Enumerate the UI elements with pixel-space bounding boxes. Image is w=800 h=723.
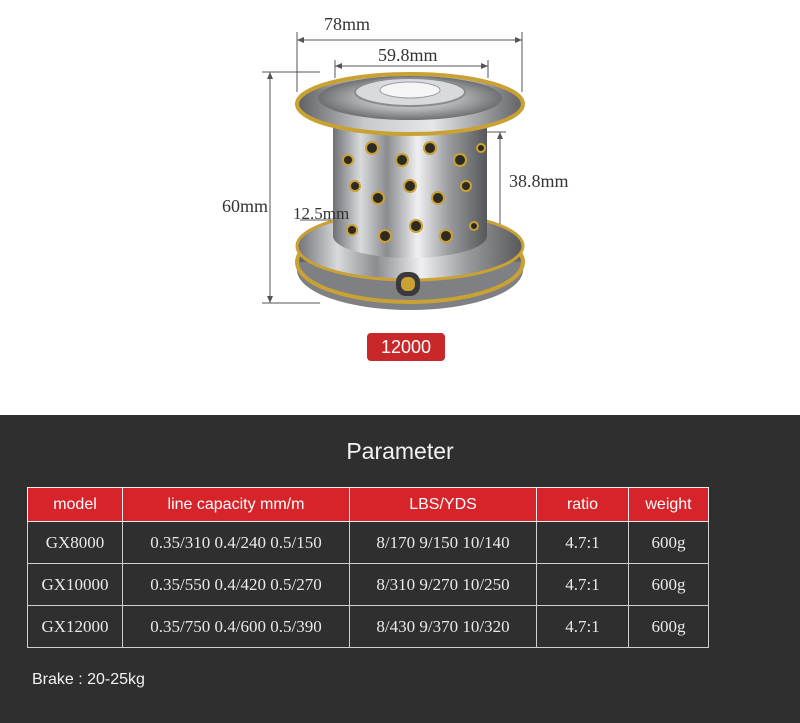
table-row bbox=[28, 522, 709, 564]
body-height-label: 38.8mm bbox=[509, 171, 569, 191]
header-weight: weight bbox=[629, 488, 709, 522]
top-width-label: 78mm bbox=[324, 14, 371, 34]
cell-lbs-yds: 8/170 9/150 10/140 bbox=[350, 522, 537, 564]
inner-width-label: 59.8mm bbox=[378, 45, 438, 65]
cell-ratio: 4.7:1 bbox=[537, 606, 629, 648]
hole-size-label: 12.5mm bbox=[293, 204, 350, 223]
cell-model: GX12000 bbox=[28, 606, 123, 648]
header-model: model bbox=[28, 488, 123, 522]
header-lbs-yds: LBS/YDS bbox=[350, 488, 537, 522]
cell-weight: 600g bbox=[629, 606, 709, 648]
cell-weight: 600g bbox=[629, 564, 709, 606]
table-row bbox=[28, 564, 709, 606]
cell-ratio: 4.7:1 bbox=[537, 564, 629, 606]
cell-lbs-yds: 8/430 9/370 10/320 bbox=[350, 606, 537, 648]
height-label: 60mm bbox=[222, 196, 269, 216]
parameter-title: Parameter bbox=[346, 438, 454, 464]
header-ratio: ratio bbox=[537, 488, 629, 522]
table-header-row bbox=[28, 488, 709, 522]
cell-line-capacity: 0.35/750 0.4/600 0.5/390 bbox=[123, 606, 350, 648]
cell-model: GX8000 bbox=[28, 522, 123, 564]
cell-line-capacity: 0.35/310 0.4/240 0.5/150 bbox=[123, 522, 350, 564]
cell-model: GX10000 bbox=[28, 564, 123, 606]
parameter-table bbox=[27, 487, 709, 648]
table-row bbox=[28, 606, 709, 648]
header-line-capacity: line capacity mm/m bbox=[123, 488, 350, 522]
cell-line-capacity: 0.35/550 0.4/420 0.5/270 bbox=[123, 564, 350, 606]
cell-weight: 600g bbox=[629, 522, 709, 564]
brake-spec: Brake : 20-25kg bbox=[32, 671, 145, 688]
cell-ratio: 4.7:1 bbox=[537, 522, 629, 564]
model-badge: 12000 bbox=[367, 333, 445, 361]
cell-lbs-yds: 8/310 9/270 10/250 bbox=[350, 564, 537, 606]
